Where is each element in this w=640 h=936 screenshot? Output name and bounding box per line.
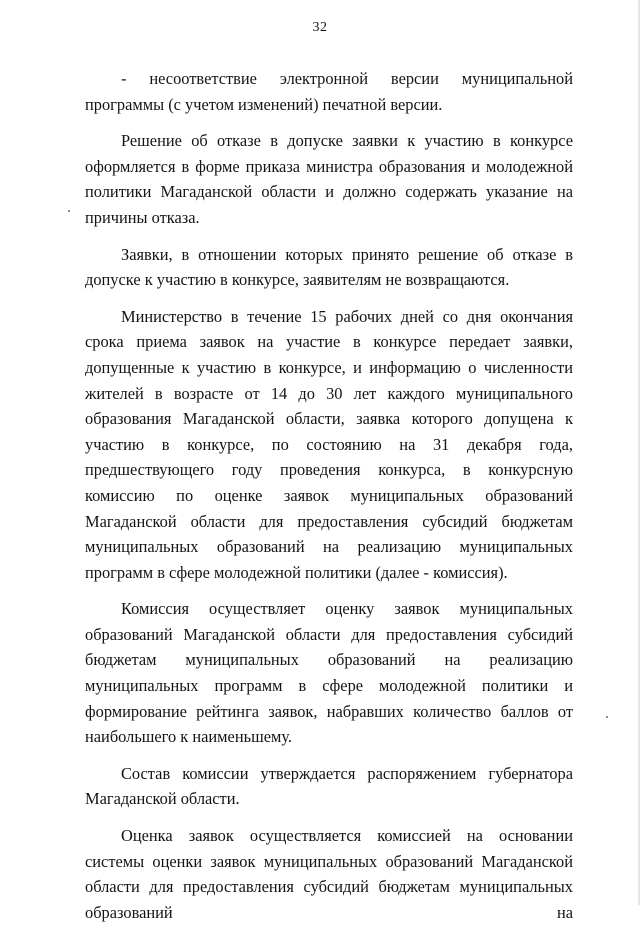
document-body — [85, 66, 573, 936]
paragraph-list-item: - несоответствие электронной версии муниципальной программы (с учетом изменений) печатной версии. — [85, 69, 573, 114]
paragraph: Состав комиссии утверждается распоряжением губернатора Магаданской области. — [85, 763, 573, 809]
paragraph: Комиссия осуществляет оценку заявок муниципальных образований Магаданской области для предоставления субсидий бюджетам муниципальных образований на реализацию муниципальных программ в сфере молодежной политики и формирование рейтинга заявок, набравших количество баллов от наибольшего к наименьшему. — [85, 599, 573, 747]
paragraph: Решение об отказе в допуске заявки к участию в конкурсе оформляется в форме приказа министра образования и молодежной политики Магаданской области и должно содержать указание на причины отказа. — [85, 131, 573, 227]
paragraph: Заявки, в отношении которых принято решение об отказе в допуске к участию в конкурсе, заявителям не возвращаются. — [85, 244, 573, 290]
paragraph: Оценка заявок осуществляется комиссией на основании системы оценки заявок муниципальных образований Магаданской области для предоставления субсидий бюджетам муниципальных образований на — [85, 826, 573, 922]
paragraph: Министерство в течение 15 рабочих дней со дня окончания срока приема заявок на участие в конкурсе передает заявки, допущенные к участию в конкурсе, и информацию о численности жителей в возрасте от 14 до 30 лет каждого муниципального образования Магаданской области, заявка которого допущена к участию в конкурсе, по состоянию на 31 декабря года, предшествующего году проведения конкурса, в конкурсную комиссию по оценке заявок муниципальных образований Магаданской области для предоставления субсидий бюджетам муниципальных образований на реализацию муниципальных программ в сфере молодежной политики (далее - комиссия). — [85, 306, 573, 582]
scan-speck — [606, 716, 608, 718]
scan-speck — [68, 210, 70, 212]
page-number: 32 — [312, 20, 328, 35]
